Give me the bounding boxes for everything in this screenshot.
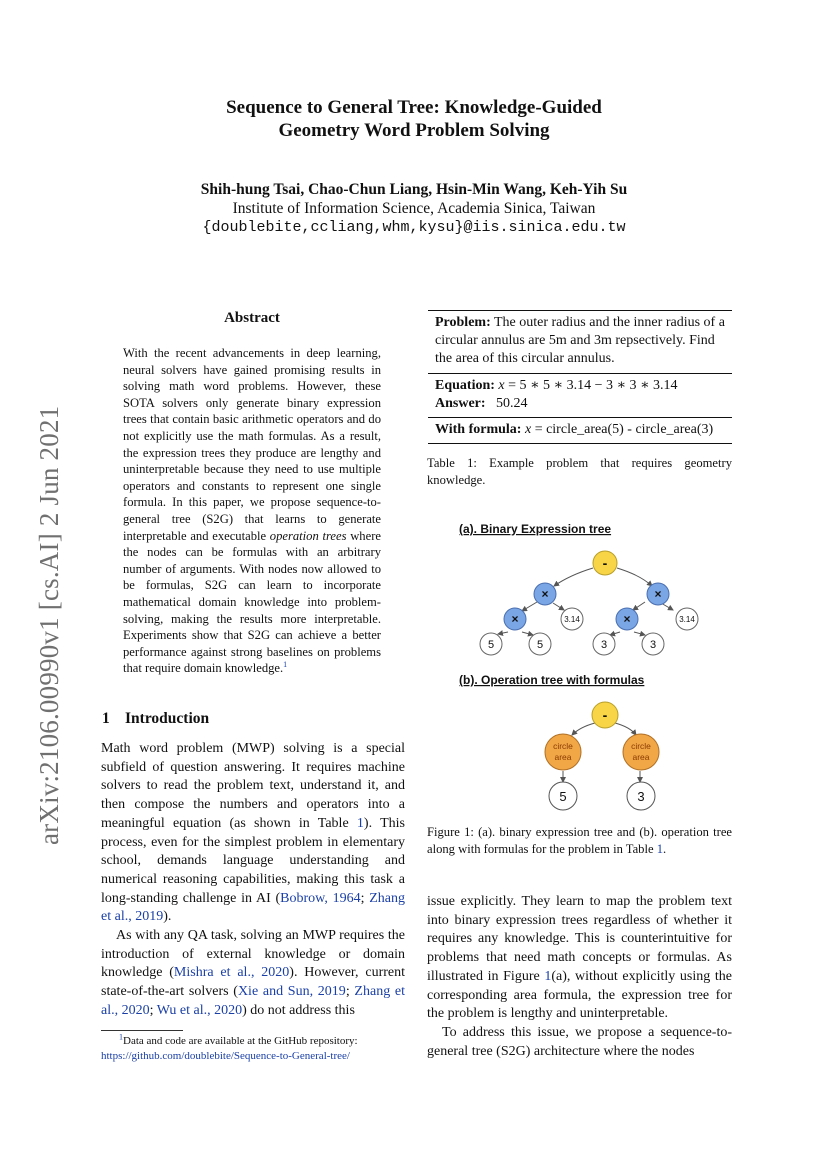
title-line-1: Sequence to General Tree: Knowledge-Guided bbox=[226, 97, 602, 118]
footnote-url[interactable]: https://github.com/doublebite/Sequence-to-General-tree/ bbox=[101, 1049, 350, 1062]
equation-var: x bbox=[498, 377, 505, 393]
intro-p1-text-c: ). bbox=[163, 909, 172, 925]
citation-separator: ; bbox=[360, 890, 370, 906]
footnote-text: Data and code are available at the GitHub repository: bbox=[123, 1035, 358, 1047]
tree-a-op-label: × bbox=[623, 612, 631, 626]
intro-p2-text-a: As with any QA task, solving an MWP requires the introduction of external knowledge or domain knowledge ( bbox=[101, 928, 405, 981]
table-caption: Table 1: Example problem that requires geometry knowledge. bbox=[427, 456, 732, 487]
author-block bbox=[0, 180, 828, 237]
intro-paragraph-1 bbox=[101, 740, 405, 927]
tree-a-const-label: 3.14 bbox=[564, 615, 580, 624]
tree-a-leaf-label: 3 bbox=[600, 639, 608, 651]
equation-row bbox=[435, 377, 725, 395]
tree-b-formula-label: area bbox=[554, 752, 572, 762]
tree-a-op-label: × bbox=[541, 587, 549, 601]
tree-a-leaf-label: 3 bbox=[649, 639, 657, 651]
tree-a-leaf-label: 5 bbox=[536, 639, 544, 651]
tree-a-const-label: 3.14 bbox=[679, 615, 695, 624]
table-ref-link[interactable]: 1 bbox=[656, 841, 664, 856]
problem-label: Problem: bbox=[435, 315, 491, 330]
right-p1-text-b: (a), without explicitly using the corresponding area formula, the expression tree for the problem is lengthy and uninterpretable. bbox=[427, 968, 732, 1022]
figure-caption bbox=[427, 824, 732, 857]
tree-b-leaf-label: 3 bbox=[637, 789, 645, 804]
figure-ref-link[interactable]: 1 bbox=[544, 968, 552, 984]
table-ref-link[interactable]: 1 bbox=[356, 815, 364, 831]
footnote-rule bbox=[101, 1030, 183, 1031]
right-paragraph-1 bbox=[427, 893, 732, 1024]
equation-label: Equation: bbox=[435, 377, 495, 393]
citation-link[interactable]: Zhang et al., 2020 bbox=[101, 984, 406, 1018]
citation-link[interactable]: Zhang et al., 2019 bbox=[101, 890, 406, 925]
arxiv-stamp: arXiv:2106.00990v1 [cs.AI] 2 Jun 2021 bbox=[34, 405, 64, 845]
formula-text: = circle_area(5) - circle_area(3) bbox=[531, 422, 714, 438]
citation-link[interactable]: Mishra et al., 2020 bbox=[173, 965, 290, 981]
affiliation: Institute of Information Science, Academia Sinica, Taiwan bbox=[232, 200, 596, 217]
table-problem-cell bbox=[428, 311, 732, 373]
abstract-heading: Abstract bbox=[224, 310, 280, 326]
footnote-mark: 1 bbox=[119, 1032, 123, 1042]
section-heading bbox=[102, 710, 209, 728]
intro-p1-text-a: Math word problem (MWP) solving is a special subfield of question answering. It requires machine solvers to read the problem text, understand it, and then compose the numbers and operators into a meaningful equation (as shown in Table bbox=[101, 741, 405, 831]
answer-label: Answer: bbox=[435, 395, 486, 411]
tree-b-leaf-label: 5 bbox=[559, 789, 567, 804]
tree-b-formula-label: area bbox=[632, 752, 650, 762]
figure-b-title: (b). Operation tree with formulas bbox=[459, 673, 645, 687]
intro-p1-text-b: ). This process, even for the simplest problem in elementary school, demands language understanding and numerical reasoning capabilities, making this task a long-standing challenge in AI ( bbox=[101, 815, 405, 906]
problem-text: The outer radius and the inner radius of a circular annulus are 5m and 3m repsectively. Find the area of this circular annulus. bbox=[435, 315, 725, 367]
author-names: Shih-hung Tsai, Chao-Chun Liang, Hsin-Min Wang, Keh-Yih Su bbox=[200, 181, 628, 198]
table-bottom-rule bbox=[428, 443, 732, 444]
footnote bbox=[101, 1034, 405, 1063]
title-line-2: Geometry Word Problem Solving bbox=[278, 120, 550, 141]
figure-1-diagram bbox=[450, 515, 720, 815]
intro-paragraph-2 bbox=[101, 927, 405, 1021]
paper-title bbox=[0, 96, 828, 142]
table-1 bbox=[428, 310, 732, 444]
intro-p2-text-b: ). However, current state-of-the-art solvers ( bbox=[101, 965, 405, 1000]
tree-b-formula-label: circle bbox=[553, 741, 573, 751]
section-number: 1 bbox=[102, 710, 110, 727]
figure-a-title: (a). Binary Expression tree bbox=[459, 522, 612, 536]
citation-separator: ; bbox=[345, 984, 355, 1000]
formula-var: x bbox=[524, 422, 532, 438]
tree-b-root-label: - bbox=[602, 707, 608, 723]
answer-row bbox=[435, 395, 725, 413]
formula-label: With formula: bbox=[435, 422, 522, 438]
abstract-text-a: With the recent advancements in deep learning, neural solvers have gained promising results in solving math word problems. However, these SOTA solvers only generate binary expression trees that contain basic arithmetic operators and do not explicitly use the math formulas. As a result, the expression trees they produce are lengthy and uninterpretable because they need to use multiple operators and constants to represent one single formula. In this paper, we propose sequence-to-general tree (S2G) that learns to generate interpretable and executable bbox=[123, 346, 381, 543]
tree-a-root-label: - bbox=[602, 555, 608, 571]
right-paragraph-2: To address this issue, we propose a sequence-to-general tree (S2G) architecture where the nodes bbox=[427, 1024, 732, 1059]
table-equation-cell bbox=[428, 374, 732, 417]
citation-separator: ; bbox=[149, 1002, 157, 1018]
intro-p2-text-c: ) do not address this bbox=[242, 1002, 355, 1018]
footnote-ref[interactable]: 1 bbox=[283, 660, 288, 670]
footnote-text-line bbox=[101, 1034, 405, 1049]
tree-b-formula-label: circle bbox=[631, 741, 651, 751]
right-p1-text-a: issue explicitly. They learn to map the problem text into binary expression trees regardless of whether it requires any knowledge. This is counterintuitive for problems that need math concepts or formulas. As illustrated in Figure bbox=[427, 894, 732, 984]
citation-link[interactable]: Wu et al., 2020 bbox=[156, 1002, 243, 1018]
tree-a-leaf-label: 5 bbox=[487, 639, 495, 651]
section-title: Introduction bbox=[125, 710, 210, 727]
tree-a-op-label: × bbox=[654, 587, 662, 601]
citation-link[interactable]: Bobrow, 1964 bbox=[280, 890, 361, 906]
table-formula-cell bbox=[428, 418, 732, 443]
answer-value: 50.24 bbox=[496, 395, 528, 411]
citation-link[interactable]: Xie and Sun, 2019 bbox=[237, 984, 346, 1000]
abstract-text-b: where the nodes can be formulas with an arbitrary number of arguments. With nodes now allowed to be formulas, S2G can learn to incorporate mathematical domain knowledge into problem-solving, making the results more interpretable. Experiments show that S2G can achieve a better performance against strong baselines on problems that require domain knowledge. bbox=[123, 528, 381, 676]
right-column-body bbox=[427, 893, 732, 1061]
equation-text: = 5 ∗ 5 ∗ 3.14 − 3 ∗ 3 ∗ 3.14 bbox=[504, 377, 678, 393]
author-email: {doublebite,ccliang,whm,kysu}@iis.sinica.edu.tw bbox=[202, 219, 626, 236]
abstract-emphasis: operation trees bbox=[269, 528, 347, 543]
figure-caption-text-a: Figure 1: (a). binary expression tree and (b). operation tree along with formulas for the problem in Table bbox=[427, 825, 732, 856]
intro-body bbox=[101, 740, 405, 1021]
abstract-text bbox=[123, 345, 381, 677]
figure-caption-text-b: . bbox=[663, 841, 667, 856]
tree-a-op-label: × bbox=[511, 612, 519, 626]
